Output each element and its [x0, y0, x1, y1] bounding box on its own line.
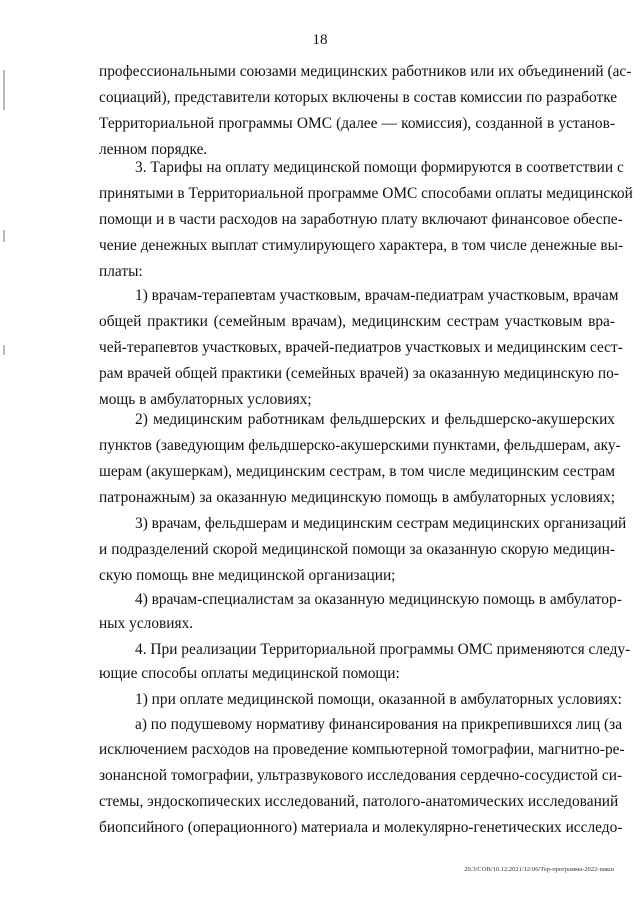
page-number: 18 [312, 32, 328, 48]
text-line: чение денежных выплат стимулирующего характера, в том числе денежные вы- [99, 237, 624, 254]
text-line: платы: [99, 263, 143, 280]
text-line: чей-терапевтов участковых, врачей-педиатров участковых и медицинским сест- [99, 339, 623, 356]
scan-mark [3, 230, 5, 242]
scan-mark [3, 70, 5, 110]
footer-stamp: 20.3/СОВ/10.12.2021/12:06/Тер-программа-2022-пакш [464, 866, 614, 873]
text-line: биопсийного (операционного) материала и молекулярно-генетических исследо- [99, 819, 623, 836]
text-line: ющие способы оплаты медицинской помощи: [99, 665, 400, 682]
text-line: принятыми в Территориальной программе ОМС способами оплаты медицинской [99, 185, 633, 202]
text-line: 3. Тарифы на оплату медицинской помощи формируются в соответствии с [135, 159, 624, 176]
text-line: мощь в амбулаторных условиях; [99, 391, 312, 408]
text-line: Территориальной программы ОМС (далее — комиссия), созданной в установ- [99, 115, 615, 132]
text-line: а) по подушевому нормативу финансирования на прикрепившихся лиц (за [135, 716, 623, 733]
text-line: 1) при оплате медицинской помощи, оказанной в амбулаторных условиях: [135, 691, 622, 708]
text-line: и подразделений скорой медицинской помощи за оказанную скорую медицин- [99, 541, 615, 558]
scan-mark [3, 345, 5, 355]
text-line: социаций), представители которых включены в состав комиссии по разработке [99, 89, 618, 106]
text-line: скую помощь вне медицинской организации; [99, 567, 396, 584]
text-line: рам врачей общей практики (семейных врачей) за оказанную медицинскую по- [99, 365, 619, 382]
text-line: патронажным) за оказанную медицинскую помощь в амбулаторных условиях; [99, 489, 615, 506]
text-line: 4) врачам-специалистам за оказанную медицинскую помощь в амбулатор- [135, 591, 622, 608]
text-line: исключением расходов на проведение компьютерной томографии, магнитно-ре- [99, 741, 625, 758]
text-line: ленном порядке. [99, 141, 208, 158]
text-line: профессиональными союзами медицинских работников или их объединений (ас- [99, 63, 632, 80]
text-line: ных условиях. [99, 615, 194, 632]
text-line: общей практики (семейным врачам), медицинским сестрам участковым вра- [99, 313, 615, 330]
text-line: 3) врачам, фельдшерам и медицинским сестрам медицинских организаций [135, 515, 627, 532]
text-line: зонансной томографии, ультразвукового исследования сердечно-сосудистой си- [99, 767, 623, 784]
text-line: 4. При реализации Территориальной программы ОМС применяются следу- [135, 641, 631, 658]
text-line: шерам (акушеркам), медицинским сестрам, в том числе медицинским сестрам [99, 463, 615, 480]
text-line: 2) медицинским работникам фельдшерских и фельдшерско-акушерских [135, 411, 615, 428]
text-line: пунктов (заведующим фельдшерско-акушерскими пунктами, фельдшерам, аку- [99, 437, 621, 454]
text-line: стемы, эндоскопических исследований, патолого-анатомических исследований [99, 793, 619, 810]
text-line: 1) врачам-терапевтам участковым, врачам-педиатрам участковым, врачам [135, 287, 619, 304]
text-line: помощи и в части расходов на заработную плату включают финансовое обеспе- [99, 211, 623, 228]
